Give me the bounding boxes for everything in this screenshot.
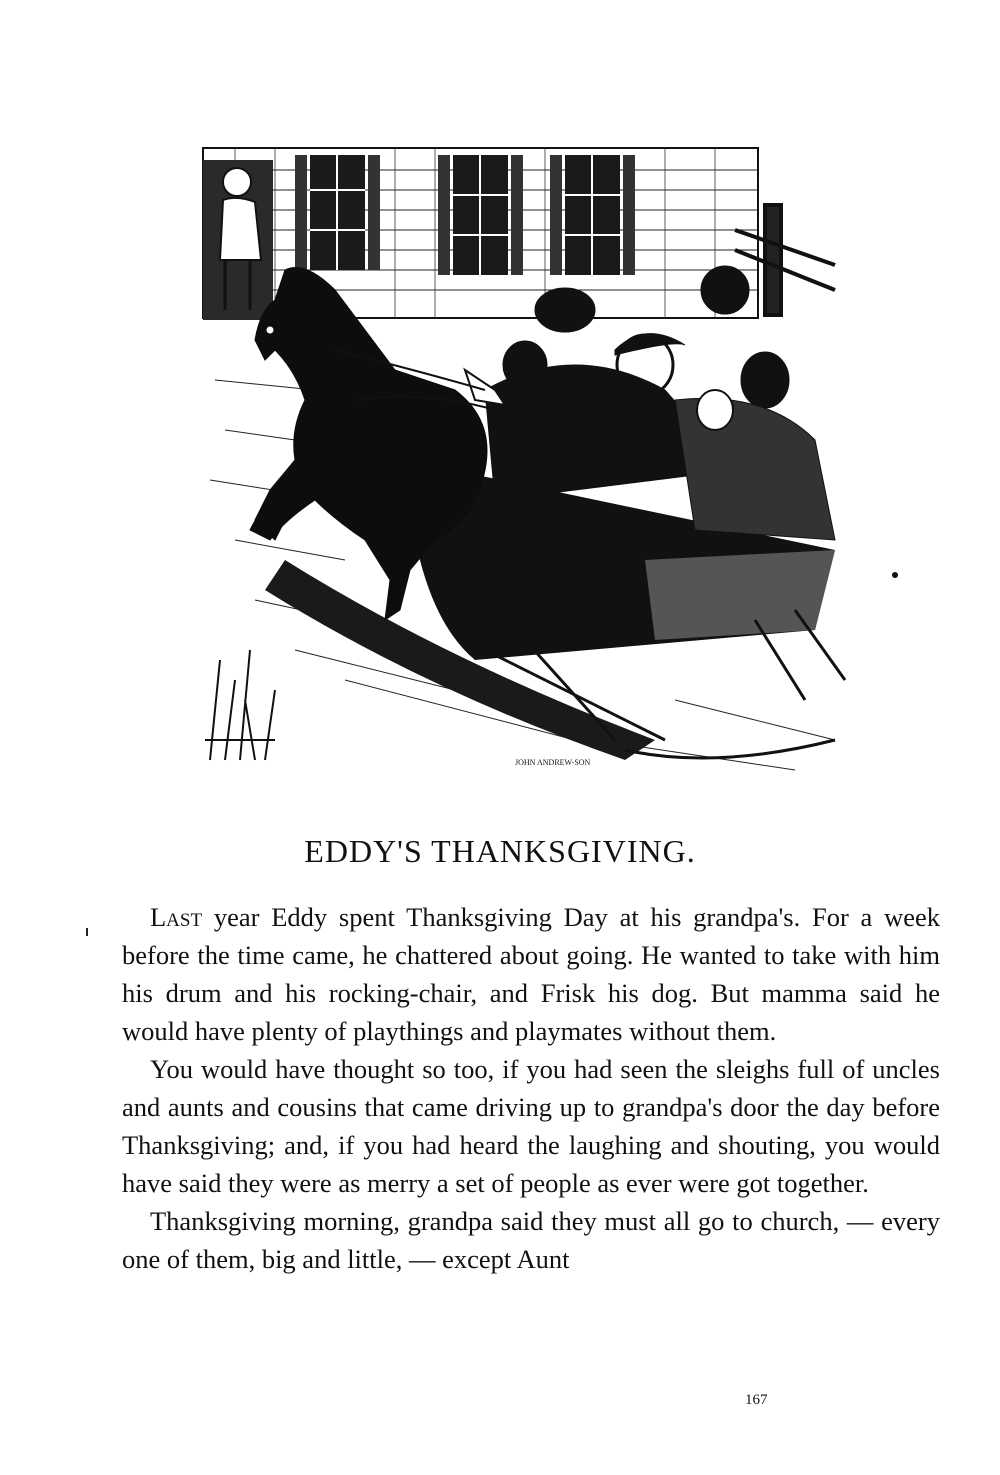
paragraph-2 bbox=[122, 1050, 940, 1202]
page-number: 167 bbox=[745, 1392, 768, 1408]
child-in-doorway bbox=[203, 160, 273, 320]
sleigh-illustration bbox=[195, 140, 855, 780]
margin-mark bbox=[86, 928, 88, 936]
paragraph-lead: Last bbox=[150, 902, 203, 932]
house-windows bbox=[295, 155, 635, 275]
paragraph-3 bbox=[122, 1202, 940, 1278]
chapter-title: EDDY'S THANKSGIVING. bbox=[304, 833, 696, 869]
paragraph-text: year Eddy spent Thanksgiving Day at his grandpa's. For a week before the time came, he chattered about going. He wanted to take with him his drum and his rocking-chair, and Frisk his dog. But mamma said he would have plenty of playthings and playmates without them. bbox=[122, 902, 940, 1046]
paragraph-text: Thanksgiving morning, grandpa said they must all go to church, — every one of them, big and little, — except Aunt bbox=[122, 1206, 940, 1274]
engraver-signature: JOHN ANDREW-SON bbox=[515, 758, 591, 767]
body-text bbox=[122, 898, 940, 1278]
stray-ink-dot bbox=[892, 572, 898, 578]
paragraph-1 bbox=[122, 898, 940, 1050]
paragraph-text: You would have thought so too, if you had seen the sleighs full of uncles and aunts and cousins that came driving up to grandpa's door the day before Thanksgiving; and, if you had heard the laughing and shouting, you would have said they were as merry a set of people as ever were got together. bbox=[122, 1054, 940, 1198]
